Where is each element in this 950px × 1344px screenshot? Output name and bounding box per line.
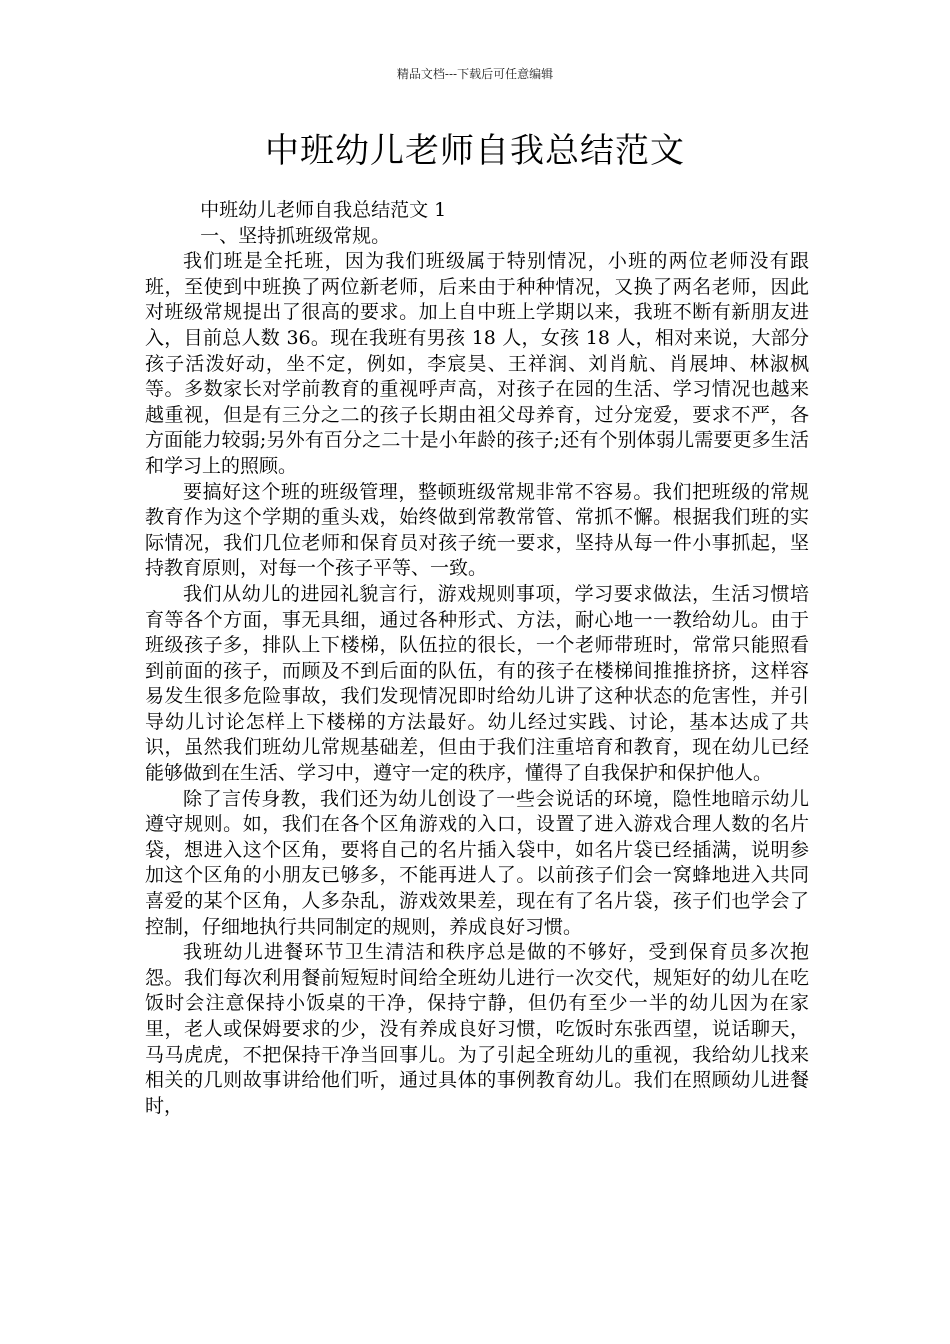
subtitle: 中班幼儿老师自我总结范文 1 (200, 199, 447, 221)
section-heading: 一、坚持抓班级常规。 (200, 224, 391, 247)
paragraph-1: 我们班是全托班，因为我们班级属于特别情况，小班的两位老师没有跟班，至使到中班换了两位新老师，后来由于种种情况，又换了两名老师，因此对班级常规提出了很高的要求。加上自中班上学期以来，我班不断有新朋友进入，目前总人数 36。现在我班有男孩 18 人，女孩 18 人，相对来说，大部分孩子活泼好动，坐不定，例如，李宸昊、王祥润、刘肖航、肖展坤、林淑枫等。多数家长对学前教育的重视呼声高，对孩子在园的生活、学习情况也越来越重视，但是有三分之二的孩子长期由祖父母养育，过分宠爱，要求不严，各方面能力较弱;另外有百分之二十是小年龄的孩子;还有个别体弱儿需要更多生活和学习上的照顾。 (145, 250, 809, 477)
paragraph-5: 我班幼儿进餐环节卫生清洁和秩序总是做的不够好，受到保育员多次抱怨。我们每次利用餐前短短时间给全班幼儿进行一次交代，规矩好的幼儿在吃饭时会注意保持小饭桌的干净，保持宁静，但仍有至少一半的幼儿因为在家里，老人或保姆要求的少，没有养成良好习惯，吃饭时东张西望，说话聊天，马马虎虎，不把保持干净当回事儿。为了引起全班幼儿的重视，我给幼儿找来相关的几则故事讲给他们听，通过具体的事例教育幼儿。我们在照顾幼儿进餐时， (145, 941, 809, 1117)
paragraph-3: 我们从幼儿的进园礼貌言行，游戏规则事项，学习要求做法，生活习惯培育等各个方面，事无具细，通过各种形式、方法，耐心地一一教给幼儿。由于班级孩子多，排队上下楼梯，队伍拉的很长，一个老师带班时，常常只能照看到前面的孩子，而顾及不到后面的队伍，有的孩子在楼梯间推推挤挤，这样容易发生很多危险事故，我们发现情况即时给幼儿讲了这种状态的危害性，并引导幼儿讨论怎样上下楼梯的方法最好。幼儿经过实践、讨论，基本达成了共识，虽然我们班幼儿常规基础差，但由于我们注重培育和教育，现在幼儿已经能够做到在生活、学习中，遵守一定的秩序，懂得了自我保护和保护他人。 (145, 582, 809, 785)
paragraph-4: 除了言传身教，我们还为幼儿创设了一些会说话的环境，隐性地暗示幼儿遵守规则。如，我们在各个区角游戏的入口，设置了进入游戏合理人数的名片袋，想进入这个区角，要将自己的名片插入袋中，如名片袋已经插满，说明参加这个区角的小朋友已够多，不能再进人了。以前孩子们会一窝蜂地进入共同喜爱的某个区角，人多杂乱，游戏效果差，现在有了名片袋，孩子们也学会了控制，仔细地执行共同制定的规则，养成良好习惯。 (145, 787, 809, 938)
document-body (145, 198, 809, 1119)
document-title: 中班幼儿老师自我总结范文 (265, 131, 685, 171)
header-note: 精品文档---下载后可任意编辑 (396, 67, 554, 81)
paragraph-2: 要搞好这个班的班级管理，整顿班级常规非常不容易。我们把班级的常规教育作为这个学期的重头戏，始终做到常教常管、常抓不懈。根据我们班的实际情况，我们几位老师和保育员对孩子统一要求，坚持从每一件小事抓起，坚持教育原则，对每一个孩子平等、一致。 (145, 480, 809, 580)
